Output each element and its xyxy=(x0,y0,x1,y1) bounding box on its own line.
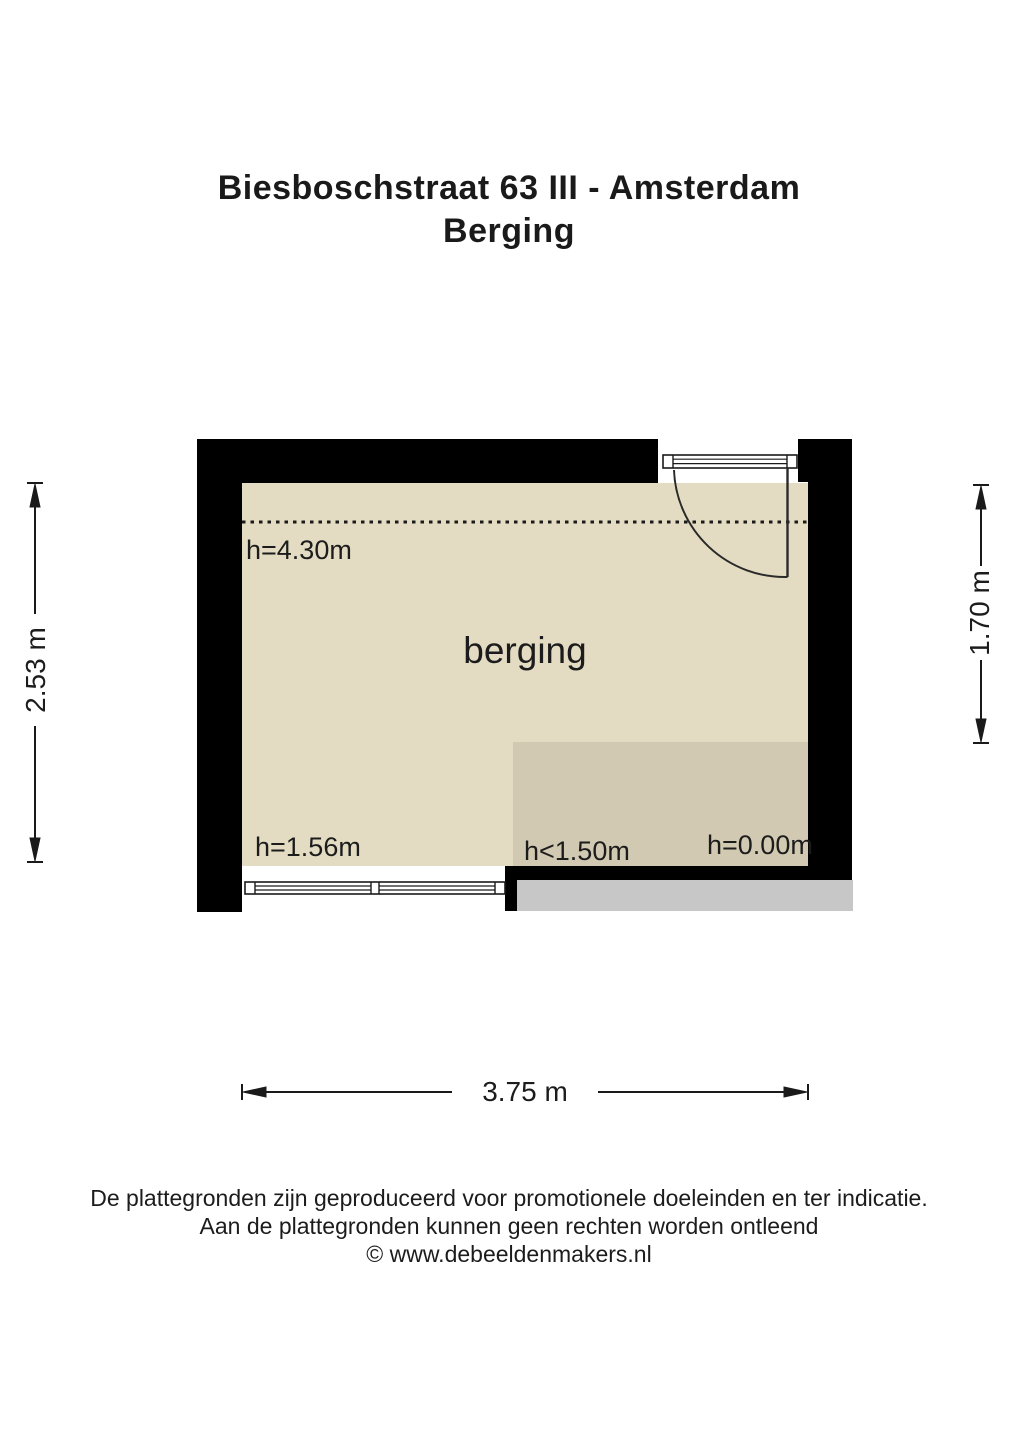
footer-copyright: © www.debeeldenmakers.nl xyxy=(366,1241,652,1267)
page-title-room: Berging xyxy=(443,212,575,250)
wall-right xyxy=(808,482,852,880)
wall-bottom-right xyxy=(505,866,852,880)
dimension-label-right: 1.70 m xyxy=(964,570,995,656)
height-label-zero-zone: h=0.00m xyxy=(707,830,813,860)
dimension-label-bottom: 3.75 m xyxy=(482,1076,568,1107)
wall-exterior-cap xyxy=(505,866,517,911)
room-name-label: berging xyxy=(463,630,587,671)
footer-disclaimer-line2: Aan de plattegronden kunnen geen rechten worden ontleend xyxy=(199,1213,819,1239)
window-bottom xyxy=(245,882,505,894)
wall-left xyxy=(197,439,242,912)
wall-top xyxy=(197,439,658,483)
window-top xyxy=(663,455,797,468)
exterior-area xyxy=(517,880,853,911)
footer-disclaimer-line1: De plattegronden zijn geproduceerd voor promotionele doeleinden en ter indicatie. xyxy=(90,1185,928,1211)
page-title-address: Biesboschstraat 63 III - Amsterdam xyxy=(217,169,801,207)
dimension-label-left: 2.53 m xyxy=(20,627,51,713)
wall-top-right-corner xyxy=(798,439,852,482)
height-label-window-side: h=1.56m xyxy=(255,832,361,862)
height-label-low-zone: h<1.50m xyxy=(524,836,630,866)
height-label-ceiling: h=4.30m xyxy=(246,535,352,565)
